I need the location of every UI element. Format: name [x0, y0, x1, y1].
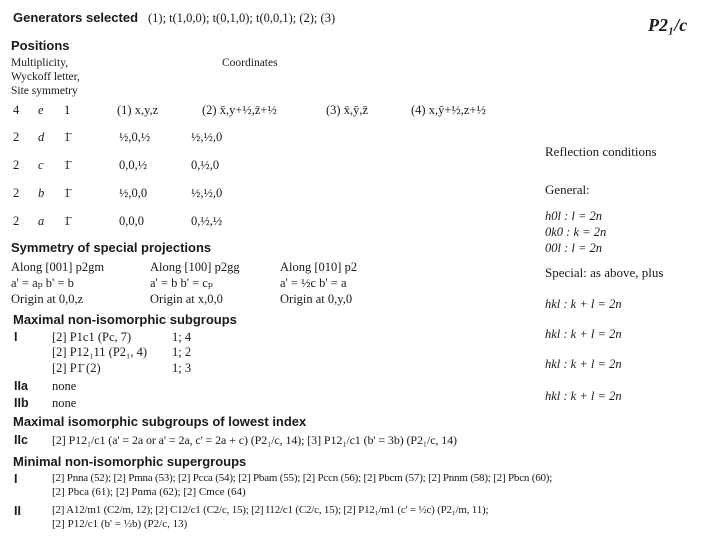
reflection-special-3: hkl : k + l = 2n — [545, 357, 622, 371]
positions-header-multiplicity: Multiplicity, — [11, 57, 69, 69]
subgroup-row-3: [2] P1̄ (2) — [52, 361, 101, 375]
max-nonisomorphic-IIb-label: IIb — [14, 396, 29, 410]
min-nonisomorphic-I-line1: [2] Pnna (52); [2] Pmna (53); [2] Pcca (54); [2] Pbam (55); [2] Pccn (56); [2] Pbcm (57); [2] Pnnm (58); [2] Pbcn (60); — [52, 472, 553, 484]
row-multiplicity: 2 — [13, 130, 20, 144]
row-coord-1: 0,0,0 — [119, 214, 144, 228]
min-nonisomorphic-II-line2: [2] P12/c1 (b' = ½b) (P2/c, 13) — [52, 518, 188, 530]
reflection-conditions-title: Reflection conditions — [545, 144, 657, 159]
positions-header-wyckoff: Wyckoff letter, — [11, 71, 80, 83]
subgroup-row-2: [2] P12₁11 (P2₁, 4) — [52, 345, 148, 359]
row-multiplicity: 4 — [13, 103, 20, 117]
row-coord-2: ½,½,0 — [191, 186, 223, 200]
projection-axes: a' = ½c b' = a — [280, 276, 347, 290]
reflection-general-1: h0l : l = 2n — [545, 209, 603, 223]
row-coord-2: 0,½,½ — [191, 214, 223, 228]
max-nonisomorphic-IIa-label: IIa — [14, 379, 28, 393]
reflection-special-label: Special: as above, plus — [545, 265, 664, 280]
positions-title: Positions — [11, 38, 70, 53]
row-letter: c — [38, 158, 44, 172]
row-site-symmetry: 1̄ — [64, 130, 71, 144]
row-letter: e — [38, 103, 44, 117]
min-nonisomorphic-II-label: II — [14, 504, 21, 518]
subgroup-row-2-nums: 1; 2 — [172, 345, 192, 359]
row-coord-1: ½,0,0 — [119, 186, 148, 200]
row-site-symmetry: 1̄ — [64, 186, 71, 200]
projection-origin: Origin at x,0,0 — [150, 292, 223, 306]
space-group-symbol: P2₁/c — [648, 15, 688, 35]
row-letter: d — [38, 130, 45, 144]
generators-label: Generators selected — [13, 10, 139, 25]
subgroup-row-1-nums: 1; 4 — [172, 330, 192, 344]
row-coord-2: (2) x̄,y+½,z̄+½ — [202, 103, 277, 117]
min-nonisomorphic-I-line2: [2] Pbca (61); [2] Pnma (62); [2] Cmce (64) — [52, 486, 246, 498]
reflection-general-label: General: — [545, 182, 590, 197]
row-site-symmetry: 1̄ — [64, 214, 71, 228]
subgroup-row-3-nums: 1; 3 — [172, 361, 192, 375]
row-letter: b — [38, 186, 45, 200]
row-site-symmetry: 1̄ — [64, 158, 71, 172]
subgroup-row-1: [2] P1c1 (Pc, 7) — [52, 330, 132, 344]
row-multiplicity: 2 — [13, 214, 20, 228]
row-coord-3: (3) x̄,ȳ,z̄ — [326, 103, 368, 117]
min-nonisomorphic-title: Minimal non-isomorphic supergroups — [13, 454, 247, 469]
projections-title: Symmetry of special projections — [11, 240, 212, 255]
reflection-special-2: hkl : k + l = 2n — [545, 327, 622, 341]
projection-axes: a' = aₚ b' = b — [11, 276, 74, 290]
row-multiplicity: 2 — [13, 158, 20, 172]
reflection-special-1: hkl : k + l = 2n — [545, 297, 622, 311]
projection-axes: a' = b b' = cₚ — [150, 276, 213, 290]
row-site-symmetry: 1 — [64, 103, 71, 117]
row-coord-1: (1) x,y,z — [117, 103, 159, 117]
row-coord-2: 0,½,0 — [191, 158, 220, 172]
reflection-special-4: hkl : k + l = 2n — [545, 389, 622, 403]
projection-origin: Origin at 0,y,0 — [280, 292, 353, 306]
max-nonisomorphic-I-label: I — [14, 330, 18, 344]
row-coord-4: (4) x,ȳ+½,z+½ — [411, 103, 486, 117]
positions-header-coordinates: Coordinates — [222, 57, 278, 69]
projection-along: Along [010] p2 — [280, 260, 358, 274]
projection-along: Along [001] p2gm — [11, 260, 105, 274]
row-coord-1: 0,0,½ — [119, 158, 148, 172]
row-letter: a — [38, 214, 45, 228]
reflection-general-3: 00l : l = 2n — [545, 241, 603, 255]
min-nonisomorphic-I-label: I — [14, 472, 18, 486]
row-multiplicity: 2 — [13, 186, 20, 200]
min-nonisomorphic-II-line1: [2] A12/m1 (C2/m, 12); [2] C12/c1 (C2/c, 15); [2] I12/c1 (C2/c, 15); [2] P12₁/m1 (c' = ½c) (P2₁/m, 11); — [52, 504, 489, 516]
reflection-general-2: 0k0 : k = 2n — [545, 225, 607, 239]
max-isomorphic-IIc-text: [2] P12₁/c1 (a' = 2a or a' = 2a, c' = 2a + c) (P2₁/c, 14); [3] P12₁/c1 (b' = 3b) (P2₁/c, 14) — [52, 433, 457, 447]
projection-along: Along [100] p2gg — [150, 260, 240, 274]
row-coord-1: ½,0,½ — [119, 130, 151, 144]
max-nonisomorphic-IIa-value: none — [52, 379, 77, 393]
max-isomorphic-IIc-label: IIc — [14, 433, 28, 447]
positions-header-site: Site symmetry — [11, 85, 78, 97]
row-coord-2: ½,½,0 — [191, 130, 223, 144]
generators-list: (1); t(1,0,0); t(0,1,0); t(0,0,1); (2); (3) — [148, 11, 336, 25]
projection-origin: Origin at 0,0,z — [11, 292, 84, 306]
max-nonisomorphic-title: Maximal non-isomorphic subgroups — [13, 312, 237, 327]
max-isomorphic-title: Maximal isomorphic subgroups of lowest index — [13, 414, 307, 429]
max-nonisomorphic-IIb-value: none — [52, 396, 77, 410]
